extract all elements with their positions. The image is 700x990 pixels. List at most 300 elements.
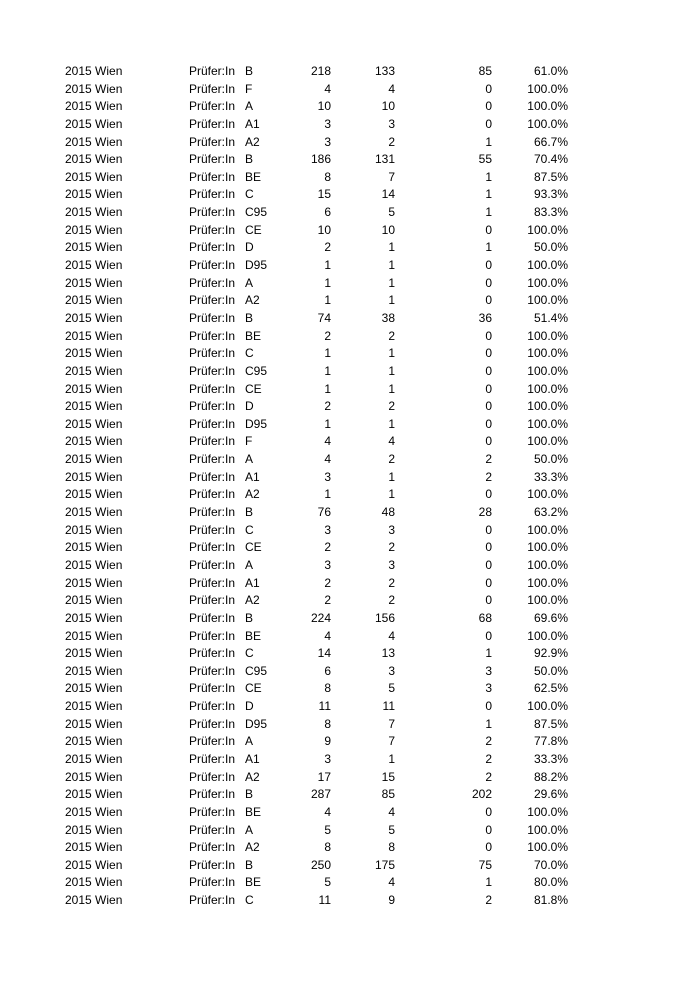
failed-count-cell: 1 xyxy=(485,240,492,255)
passed-count-cell: 3 xyxy=(388,557,395,572)
year-city-cell: 2015 Wien xyxy=(65,363,123,378)
passed-count-cell: 15 xyxy=(381,769,395,784)
failed-count-cell: 0 xyxy=(485,346,492,361)
total-count-cell: 4 xyxy=(324,628,331,643)
year-city-cell: 2015 Wien xyxy=(65,134,123,149)
total-count-cell: 15 xyxy=(317,187,331,202)
failed-count-cell: 0 xyxy=(485,575,492,590)
pass-rate-cell: 100.0% xyxy=(527,628,568,643)
license-class-cell: CE xyxy=(245,381,262,396)
total-count-cell: 1 xyxy=(324,346,331,361)
total-count-cell: 2 xyxy=(324,593,331,608)
total-count-cell: 2 xyxy=(324,540,331,555)
pass-rate-cell: 100.0% xyxy=(527,487,568,502)
failed-count-cell: 0 xyxy=(485,258,492,273)
license-class-cell: A1 xyxy=(245,116,260,131)
failed-count-cell: 0 xyxy=(485,399,492,414)
total-count-cell: 8 xyxy=(324,169,331,184)
table-row xyxy=(0,239,700,257)
year-city-cell: 2015 Wien xyxy=(65,275,123,290)
table-row xyxy=(0,733,700,751)
year-city-cell: 2015 Wien xyxy=(65,628,123,643)
year-city-cell: 2015 Wien xyxy=(65,346,123,361)
examiner-role-cell: Prüfer:In xyxy=(189,505,236,520)
passed-count-cell: 7 xyxy=(388,734,395,749)
total-count-cell: 8 xyxy=(324,716,331,731)
year-city-cell: 2015 Wien xyxy=(65,751,123,766)
passed-count-cell: 2 xyxy=(388,452,395,467)
pass-rate-cell: 100.0% xyxy=(527,804,568,819)
examiner-role-cell: Prüfer:In xyxy=(189,258,236,273)
year-city-cell: 2015 Wien xyxy=(65,99,123,114)
license-class-cell: BE xyxy=(245,875,262,890)
pass-rate-cell: 51.4% xyxy=(533,310,568,325)
license-class-cell: CE xyxy=(245,540,262,555)
table-row xyxy=(0,204,700,222)
total-count-cell: 4 xyxy=(324,804,331,819)
examiner-role-cell: Prüfer:In xyxy=(189,646,236,661)
pass-rate-cell: 50.0% xyxy=(533,240,568,255)
year-city-cell: 2015 Wien xyxy=(65,893,123,908)
license-class-cell: CE xyxy=(245,222,262,237)
passed-count-cell: 1 xyxy=(388,363,395,378)
passed-count-cell: 2 xyxy=(388,540,395,555)
total-count-cell: 3 xyxy=(324,522,331,537)
examiner-role-cell: Prüfer:In xyxy=(189,628,236,643)
table-row xyxy=(0,892,700,910)
pass-rate-cell: 100.0% xyxy=(527,822,568,837)
examiner-role-cell: Prüfer:In xyxy=(189,381,236,396)
passed-count-cell: 156 xyxy=(374,610,395,625)
pass-rate-cell: 87.5% xyxy=(533,716,568,731)
license-class-cell: D95 xyxy=(245,416,268,431)
year-city-cell: 2015 Wien xyxy=(65,522,123,537)
failed-count-cell: 1 xyxy=(485,134,492,149)
passed-count-cell: 2 xyxy=(388,328,395,343)
examiner-role-cell: Prüfer:In xyxy=(189,152,236,167)
license-class-cell: A2 xyxy=(245,487,260,502)
failed-count-cell: 2 xyxy=(485,769,492,784)
examiner-role-cell: Prüfer:In xyxy=(189,893,236,908)
failed-count-cell: 2 xyxy=(485,751,492,766)
year-city-cell: 2015 Wien xyxy=(65,381,123,396)
year-city-cell: 2015 Wien xyxy=(65,116,123,131)
total-count-cell: 3 xyxy=(324,134,331,149)
license-class-cell: B xyxy=(245,505,254,520)
examiner-role-cell: Prüfer:In xyxy=(189,610,236,625)
year-city-cell: 2015 Wien xyxy=(65,734,123,749)
table-row xyxy=(0,539,700,557)
passed-count-cell: 3 xyxy=(388,116,395,131)
examiner-role-cell: Prüfer:In xyxy=(189,681,236,696)
license-class-cell: C xyxy=(245,646,254,661)
license-class-cell: A1 xyxy=(245,575,260,590)
passed-count-cell: 48 xyxy=(381,505,395,520)
total-count-cell: 2 xyxy=(324,399,331,414)
failed-count-cell: 0 xyxy=(485,416,492,431)
failed-count-cell: 1 xyxy=(485,716,492,731)
examiner-role-cell: Prüfer:In xyxy=(189,663,236,678)
passed-count-cell: 7 xyxy=(388,169,395,184)
table-row xyxy=(0,522,700,540)
examiner-role-cell: Prüfer:In xyxy=(189,540,236,555)
pass-rate-cell: 100.0% xyxy=(527,434,568,449)
failed-count-cell: 0 xyxy=(485,557,492,572)
pass-rate-cell: 66.7% xyxy=(533,134,568,149)
table-row xyxy=(0,610,700,628)
total-count-cell: 4 xyxy=(324,81,331,96)
license-class-cell: D95 xyxy=(245,716,268,731)
passed-count-cell: 85 xyxy=(381,787,395,802)
pass-rate-cell: 100.0% xyxy=(527,593,568,608)
license-class-cell: D xyxy=(245,399,254,414)
license-class-cell: C xyxy=(245,522,254,537)
year-city-cell: 2015 Wien xyxy=(65,169,123,184)
examiner-role-cell: Prüfer:In xyxy=(189,399,236,414)
examiner-role-cell: Prüfer:In xyxy=(189,593,236,608)
year-city-cell: 2015 Wien xyxy=(65,646,123,661)
total-count-cell: 3 xyxy=(324,469,331,484)
pass-rate-cell: 63.2% xyxy=(533,505,568,520)
passed-count-cell: 5 xyxy=(388,205,395,220)
year-city-cell: 2015 Wien xyxy=(65,328,123,343)
examiner-role-cell: Prüfer:In xyxy=(189,751,236,766)
passed-count-cell: 4 xyxy=(388,434,395,449)
pass-rate-cell: 100.0% xyxy=(527,540,568,555)
table-row xyxy=(0,381,700,399)
passed-count-cell: 13 xyxy=(381,646,395,661)
total-count-cell: 224 xyxy=(310,610,331,625)
passed-count-cell: 5 xyxy=(388,681,395,696)
pass-rate-cell: 100.0% xyxy=(527,399,568,414)
pass-rate-cell: 100.0% xyxy=(527,522,568,537)
table-row xyxy=(0,769,700,787)
year-city-cell: 2015 Wien xyxy=(65,293,123,308)
pass-rate-cell: 70.4% xyxy=(533,152,568,167)
table-row xyxy=(0,698,700,716)
pass-rate-cell: 77.8% xyxy=(533,734,568,749)
total-count-cell: 11 xyxy=(318,699,331,714)
total-count-cell: 287 xyxy=(310,787,331,802)
examiner-role-cell: Prüfer:In xyxy=(189,310,236,325)
examiner-role-cell: Prüfer:In xyxy=(189,557,236,572)
pass-rate-cell: 100.0% xyxy=(527,346,568,361)
table-row xyxy=(0,257,700,275)
total-count-cell: 14 xyxy=(317,646,331,661)
total-count-cell: 4 xyxy=(324,452,331,467)
failed-count-cell: 0 xyxy=(485,522,492,537)
examiner-role-cell: Prüfer:In xyxy=(189,187,236,202)
total-count-cell: 1 xyxy=(324,363,331,378)
table-row xyxy=(0,804,700,822)
passed-count-cell: 1 xyxy=(388,416,395,431)
total-count-cell: 218 xyxy=(310,64,331,78)
year-city-cell: 2015 Wien xyxy=(65,310,123,325)
license-class-cell: A2 xyxy=(245,593,260,608)
pass-rate-cell: 83.3% xyxy=(533,205,568,220)
failed-count-cell: 0 xyxy=(485,381,492,396)
failed-count-cell: 0 xyxy=(485,628,492,643)
table-row xyxy=(0,486,700,504)
pass-rate-cell: 93.3% xyxy=(533,187,568,202)
total-count-cell: 76 xyxy=(317,505,331,520)
failed-count-cell: 1 xyxy=(485,169,492,184)
license-class-cell: A xyxy=(245,99,254,114)
total-count-cell: 5 xyxy=(324,822,331,837)
failed-count-cell: 0 xyxy=(485,434,492,449)
passed-count-cell: 11 xyxy=(382,699,395,714)
year-city-cell: 2015 Wien xyxy=(65,258,123,273)
pass-rate-cell: 29.6% xyxy=(533,787,568,802)
year-city-cell: 2015 Wien xyxy=(65,416,123,431)
license-class-cell: B xyxy=(245,787,254,802)
total-count-cell: 2 xyxy=(324,328,331,343)
year-city-cell: 2015 Wien xyxy=(65,240,123,255)
total-count-cell: 3 xyxy=(324,751,331,766)
total-count-cell: 1 xyxy=(324,416,331,431)
failed-count-cell: 0 xyxy=(485,328,492,343)
year-city-cell: 2015 Wien xyxy=(65,64,123,78)
failed-count-cell: 3 xyxy=(485,663,492,678)
failed-count-cell: 28 xyxy=(478,505,492,520)
license-class-cell: CE xyxy=(245,681,262,696)
passed-count-cell: 38 xyxy=(381,310,395,325)
failed-count-cell: 0 xyxy=(485,116,492,131)
license-class-cell: A xyxy=(245,734,254,749)
failed-count-cell: 0 xyxy=(485,540,492,555)
table-row xyxy=(0,451,700,469)
failed-count-cell: 0 xyxy=(485,81,492,96)
examiner-role-cell: Prüfer:In xyxy=(189,416,236,431)
pass-rate-cell: 70.0% xyxy=(533,857,568,872)
passed-count-cell: 3 xyxy=(388,663,395,678)
total-count-cell: 6 xyxy=(324,663,331,678)
failed-count-cell: 0 xyxy=(485,593,492,608)
failed-count-cell: 36 xyxy=(478,310,492,325)
total-count-cell: 5 xyxy=(324,875,331,890)
year-city-cell: 2015 Wien xyxy=(65,699,123,714)
license-class-cell: F xyxy=(245,434,253,449)
passed-count-cell: 1 xyxy=(388,258,395,273)
passed-count-cell: 2 xyxy=(388,134,395,149)
year-city-cell: 2015 Wien xyxy=(65,81,123,96)
examiner-role-cell: Prüfer:In xyxy=(189,804,236,819)
total-count-cell: 2 xyxy=(324,575,331,590)
license-class-cell: B xyxy=(245,310,254,325)
passed-count-cell: 1 xyxy=(388,275,395,290)
table-row xyxy=(0,363,700,381)
examiner-role-cell: Prüfer:In xyxy=(189,734,236,749)
total-count-cell: 8 xyxy=(324,840,331,855)
passed-count-cell: 1 xyxy=(388,346,395,361)
year-city-cell: 2015 Wien xyxy=(65,152,123,167)
license-class-cell: D95 xyxy=(245,258,268,273)
table-row xyxy=(0,310,700,328)
passed-count-cell: 7 xyxy=(388,716,395,731)
passed-count-cell: 4 xyxy=(388,81,395,96)
failed-count-cell: 1 xyxy=(485,205,492,220)
table-row xyxy=(0,292,700,310)
pass-rate-cell: 92.9% xyxy=(533,646,568,661)
passed-count-cell: 1 xyxy=(388,487,395,502)
passed-count-cell: 2 xyxy=(388,593,395,608)
total-count-cell: 17 xyxy=(317,769,331,784)
table-row xyxy=(0,345,700,363)
table-row xyxy=(0,81,700,99)
examiner-role-cell: Prüfer:In xyxy=(189,222,236,237)
table-row xyxy=(0,98,700,116)
failed-count-cell: 0 xyxy=(485,840,492,855)
examiner-role-cell: Prüfer:In xyxy=(189,293,236,308)
license-class-cell: A1 xyxy=(245,751,260,766)
passed-count-cell: 8 xyxy=(388,840,395,855)
examiner-role-cell: Prüfer:In xyxy=(189,240,236,255)
passed-count-cell: 175 xyxy=(374,857,395,872)
year-city-cell: 2015 Wien xyxy=(65,575,123,590)
passed-count-cell: 1 xyxy=(388,751,395,766)
examiner-role-cell: Prüfer:In xyxy=(189,346,236,361)
passed-count-cell: 10 xyxy=(381,99,395,114)
pass-rate-cell: 50.0% xyxy=(533,452,568,467)
table-row xyxy=(0,751,700,769)
failed-count-cell: 2 xyxy=(485,469,492,484)
passed-count-cell: 131 xyxy=(374,152,395,167)
total-count-cell: 1 xyxy=(324,293,331,308)
license-class-cell: A2 xyxy=(245,293,260,308)
year-city-cell: 2015 Wien xyxy=(65,434,123,449)
year-city-cell: 2015 Wien xyxy=(65,769,123,784)
year-city-cell: 2015 Wien xyxy=(65,487,123,502)
failed-count-cell: 202 xyxy=(471,787,492,802)
failed-count-cell: 0 xyxy=(485,822,492,837)
license-class-cell: C95 xyxy=(245,663,268,678)
failed-count-cell: 2 xyxy=(485,734,492,749)
pass-rate-cell: 50.0% xyxy=(533,663,568,678)
passed-count-cell: 1 xyxy=(388,381,395,396)
examiner-role-cell: Prüfer:In xyxy=(189,328,236,343)
failed-count-cell: 55 xyxy=(478,152,492,167)
total-count-cell: 8 xyxy=(324,681,331,696)
table-row xyxy=(0,63,700,81)
failed-count-cell: 0 xyxy=(485,222,492,237)
pass-rate-cell: 100.0% xyxy=(527,293,568,308)
pass-rate-cell: 33.3% xyxy=(533,751,568,766)
failed-count-cell: 2 xyxy=(485,452,492,467)
total-count-cell: 1 xyxy=(324,487,331,502)
license-class-cell: B xyxy=(245,152,254,167)
license-class-cell: B xyxy=(245,610,254,625)
pass-rate-cell: 80.0% xyxy=(533,875,568,890)
examiner-role-cell: Prüfer:In xyxy=(189,169,236,184)
pass-rate-cell: 100.0% xyxy=(527,222,568,237)
total-count-cell: 3 xyxy=(324,557,331,572)
examiner-role-cell: Prüfer:In xyxy=(189,857,236,872)
failed-count-cell: 2 xyxy=(485,893,492,908)
table-row xyxy=(0,275,700,293)
examiner-role-cell: Prüfer:In xyxy=(189,363,236,378)
pass-rate-cell: 62.5% xyxy=(533,681,568,696)
year-city-cell: 2015 Wien xyxy=(65,822,123,837)
year-city-cell: 2015 Wien xyxy=(65,399,123,414)
pass-rate-cell: 33.3% xyxy=(533,469,568,484)
examiner-role-cell: Prüfer:In xyxy=(189,769,236,784)
table-row xyxy=(0,839,700,857)
examiner-role-cell: Prüfer:In xyxy=(189,434,236,449)
passed-count-cell: 3 xyxy=(388,522,395,537)
spreadsheet-table xyxy=(0,63,700,910)
year-city-cell: 2015 Wien xyxy=(65,716,123,731)
passed-count-cell: 4 xyxy=(388,628,395,643)
passed-count-cell: 4 xyxy=(388,804,395,819)
passed-count-cell: 10 xyxy=(381,222,395,237)
total-count-cell: 1 xyxy=(324,258,331,273)
table-row xyxy=(0,469,700,487)
table-row xyxy=(0,716,700,734)
total-count-cell: 1 xyxy=(324,275,331,290)
table-row xyxy=(0,663,700,681)
table-row xyxy=(0,628,700,646)
license-class-cell: BE xyxy=(245,169,262,184)
passed-count-cell: 14 xyxy=(381,187,395,202)
failed-count-cell: 0 xyxy=(485,293,492,308)
pass-rate-cell: 100.0% xyxy=(527,699,568,714)
failed-count-cell: 1 xyxy=(485,646,492,661)
passed-count-cell: 1 xyxy=(388,240,395,255)
failed-count-cell: 0 xyxy=(485,275,492,290)
year-city-cell: 2015 Wien xyxy=(65,593,123,608)
pass-rate-cell: 100.0% xyxy=(527,81,568,96)
year-city-cell: 2015 Wien xyxy=(65,875,123,890)
total-count-cell: 1 xyxy=(324,381,331,396)
table-row xyxy=(0,328,700,346)
passed-count-cell: 133 xyxy=(374,64,395,78)
table-row xyxy=(0,398,700,416)
examiner-role-cell: Prüfer:In xyxy=(189,840,236,855)
year-city-cell: 2015 Wien xyxy=(65,540,123,555)
pass-rate-cell: 100.0% xyxy=(527,99,568,114)
pass-rate-cell: 69.6% xyxy=(533,610,568,625)
examiner-role-cell: Prüfer:In xyxy=(189,116,236,131)
year-city-cell: 2015 Wien xyxy=(65,222,123,237)
examiner-role-cell: Prüfer:In xyxy=(189,875,236,890)
failed-count-cell: 0 xyxy=(485,699,492,714)
pass-rate-cell: 61.0% xyxy=(533,64,568,78)
license-class-cell: F xyxy=(245,81,253,96)
table-row xyxy=(0,504,700,522)
total-count-cell: 6 xyxy=(324,205,331,220)
failed-count-cell: 68 xyxy=(478,610,492,625)
examiner-role-cell: Prüfer:In xyxy=(189,99,236,114)
total-count-cell: 10 xyxy=(317,99,331,114)
failed-count-cell: 75 xyxy=(478,857,492,872)
total-count-cell: 4 xyxy=(324,434,331,449)
passed-count-cell: 2 xyxy=(388,575,395,590)
failed-count-cell: 0 xyxy=(485,804,492,819)
passed-count-cell: 4 xyxy=(388,875,395,890)
total-count-cell: 2 xyxy=(324,240,331,255)
table-row xyxy=(0,151,700,169)
passed-count-cell: 2 xyxy=(388,399,395,414)
examiner-role-cell: Prüfer:In xyxy=(189,469,236,484)
license-class-cell: A xyxy=(245,452,254,467)
total-count-cell: 11 xyxy=(318,893,331,908)
year-city-cell: 2015 Wien xyxy=(65,505,123,520)
year-city-cell: 2015 Wien xyxy=(65,469,123,484)
license-class-cell: A2 xyxy=(245,769,260,784)
table-row xyxy=(0,645,700,663)
failed-count-cell: 0 xyxy=(485,99,492,114)
pass-rate-cell: 100.0% xyxy=(527,363,568,378)
